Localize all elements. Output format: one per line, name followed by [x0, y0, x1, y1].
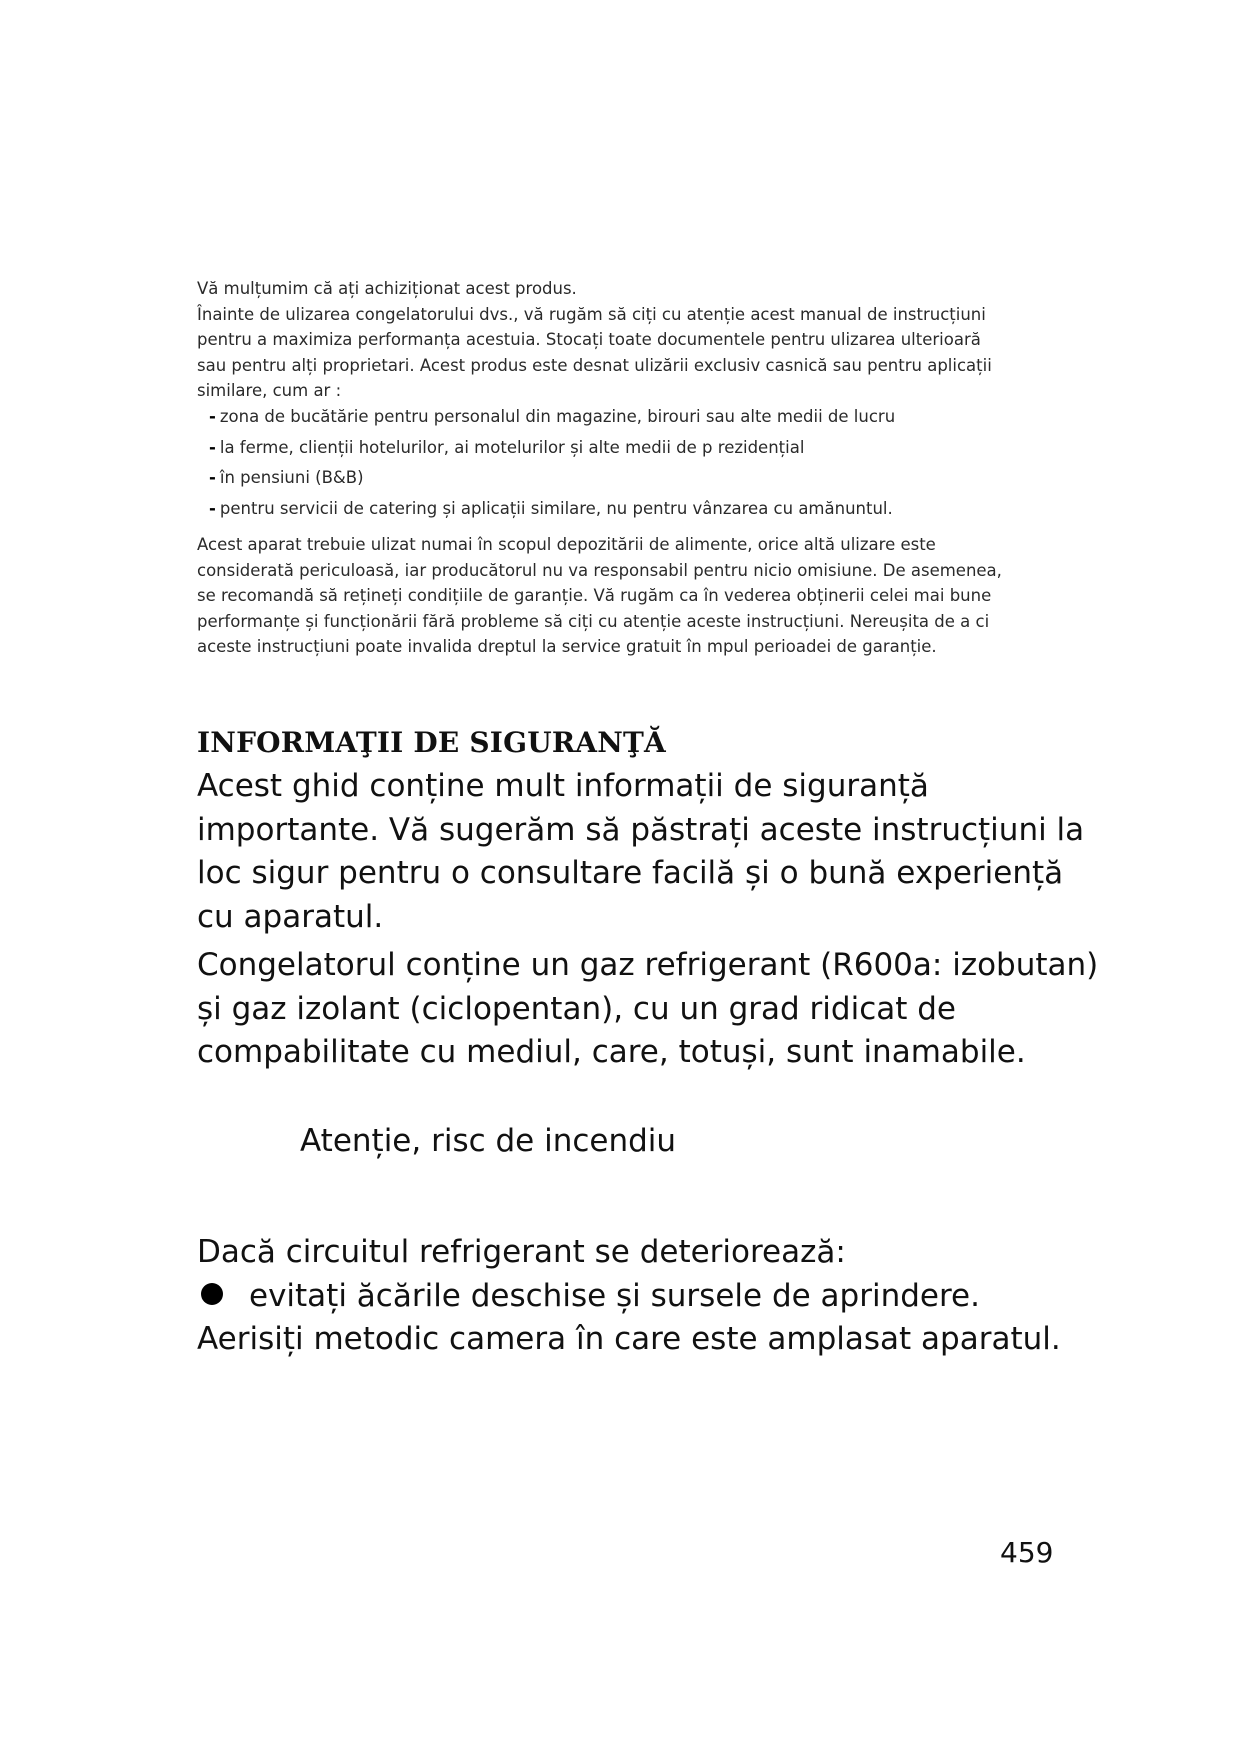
uses-item-text: la ferme, clienții hotelurilor, ai motelurilor și alte medii de p rezidențial [219, 437, 805, 457]
outro-line: aceste instrucțiuni poate invalida dreptul la service gratuit în mpul perioadei de garanție. [197, 637, 937, 656]
uses-list-item [209, 496, 1089, 527]
safety-line: Dacă circuitul refrigerant se deteriorează: [197, 1234, 846, 1270]
dash-bullet-icon: - [209, 498, 216, 518]
safety-paragraph-1 [197, 765, 1084, 939]
uses-item-text: pentru servicii de catering și aplicații similare, nu pentru vânzarea cu amănuntul. [219, 498, 893, 518]
intro-line: pentru a maximiza performanța acestuia. Stocați toate documentele pentru ulizarea ulterioară [197, 330, 981, 349]
uses-item-text: zona de bucătărie pentru personalul din magazine, birouri sau alte medii de lucru [219, 407, 896, 426]
dash-bullet-icon: - [209, 468, 216, 487]
uses-list-item [209, 435, 1089, 466]
outro-line: se recomandă să rețineți condițiile de garanție. Vă rugăm ca în vederea obținerii celei mai bune [197, 586, 992, 605]
safety-line: Congelatorul conține un gaz refrigerant (R600a: izobutan) [197, 947, 1099, 983]
outro-paragraph [197, 532, 1077, 660]
bullet-line [197, 1275, 1061, 1319]
safety-line: Acest ghid conține mult informații de siguranță [197, 768, 929, 804]
intro-line: Înainte de ulizarea congelatorului dvs., vă rugăm să ciți cu atenție acest manual de instrucțiuni [197, 304, 986, 324]
dash-bullet-icon: - [209, 437, 216, 457]
uses-list [209, 404, 1089, 526]
intro-line: sau pentru alți proprietari. Acest produs este desnat ulizării exclusiv casnică sau pentru aplicații [197, 355, 992, 375]
bullet-text: evitați ăcările deschise și sursele de aprindere. [249, 1277, 980, 1314]
outro-line: Acest aparat trebuie ulizat numai în scopul depozitării de alimente, orice altă ulizare este [197, 535, 936, 554]
fire-warning: Atenție, risc de incendiu [300, 1123, 677, 1159]
safety-paragraph-3 [197, 1231, 1061, 1362]
intro-line: Vă mulțumim că ați achiziționat acest produs. [197, 279, 577, 298]
dash-bullet-icon: - [209, 407, 216, 426]
safety-line: cu aparatul. [197, 898, 384, 935]
safety-heading: INFORMAŢII DE SIGURANŢĂ [197, 726, 666, 759]
safety-line: compabilitate cu mediul, care, totuși, sunt inamabile. [197, 1034, 1026, 1070]
intro-paragraph [197, 276, 1077, 404]
page-number: 459 [1000, 1536, 1054, 1569]
safety-line: și gaz izolant (ciclopentan), cu un grad ridicat de [197, 990, 957, 1027]
intro-line: similare, cum ar : [197, 381, 342, 400]
uses-list-item [209, 404, 1089, 435]
outro-line: considerată periculoasă, iar producătorul nu va responsabil pentru nicio omisiune. De asemenea, [197, 560, 1002, 580]
safety-line: loc sigur pentru o consultare facilă și o bună experiență [197, 855, 1064, 891]
safety-line: importante. Vă sugerăm să păstrați aceste instrucțiuni la [197, 811, 1085, 848]
safety-line: Aerisiți metodic camera în care este amplasat aparatul. [197, 1321, 1061, 1357]
safety-paragraph-2 [197, 944, 1098, 1075]
uses-item-text: în pensiuni (B&B) [219, 468, 364, 487]
uses-list-item [209, 465, 1089, 496]
round-bullet-icon [201, 1283, 223, 1305]
outro-line: performanțe și funcționării fără probleme să ciți cu atenție aceste instrucțiuni. Nereușita de a ci [197, 611, 990, 631]
